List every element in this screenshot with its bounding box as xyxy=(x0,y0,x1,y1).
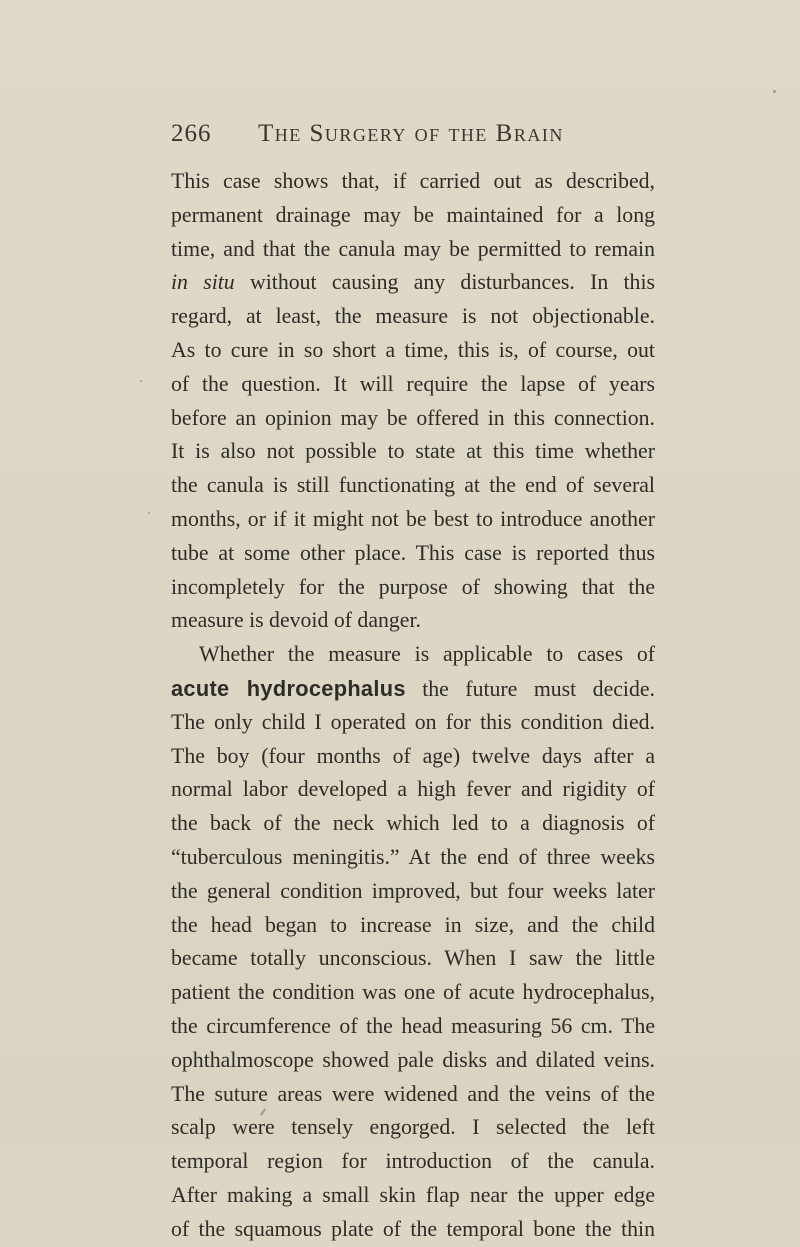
text-line: ophthalmoscope showed pale disks and dilated veins. xyxy=(171,1047,655,1072)
text-line: patient the condition was one of acute hydrocephalus, xyxy=(171,980,655,1005)
text-line: The boy (four months of age) twelve days after a xyxy=(171,743,655,768)
text-line: Whether the measure is applicable to cases of xyxy=(199,642,655,667)
text-line: permanent drainage may be maintained for a long xyxy=(171,202,655,227)
text-line: This case shows that, if carried out as described, xyxy=(171,169,655,193)
text-line: the back of the neck which led to a diagnosis of xyxy=(171,811,655,836)
text-line: incompletely for the purpose of showing that the xyxy=(171,574,655,599)
body-text xyxy=(171,165,655,1241)
text-line: regard, at least, the measure is not objectionable. xyxy=(171,304,655,329)
text-line: As to cure in so short a time, this is, of course, out xyxy=(171,337,655,362)
text-line: It is also not possible to state at this time whether xyxy=(171,439,655,464)
paper-speck xyxy=(148,512,150,514)
text-line: the head began to increase in size, and the child xyxy=(171,912,655,937)
text-line xyxy=(171,266,655,300)
paper-speck xyxy=(398,1053,400,1055)
text-line: of the squamous plate of the temporal bone the thin xyxy=(171,1216,655,1241)
text-line: months, or if it might not be best to introduce another xyxy=(171,506,655,531)
text-line: normal labor developed a high fever and rigidity of xyxy=(171,777,655,802)
text-line: “tuberculous meningitis.” At the end of three weeks xyxy=(171,844,655,869)
text-line: temporal region for introduction of the canula. xyxy=(171,1149,655,1174)
text-line: became totally unconscious. When I saw the little xyxy=(171,946,655,971)
text-line: scalp were tensely engorged. I selected the left xyxy=(171,1115,655,1140)
text-line: time, and that the canula may be permitted to remain xyxy=(171,236,655,261)
text-line: the general condition improved, but four weeks later xyxy=(171,878,655,903)
running-title: The Surgery of the Brain xyxy=(258,120,564,147)
text-line: of the question. It will require the lapse of years xyxy=(171,371,655,396)
text-line: measure is devoid of danger. xyxy=(171,608,421,633)
paper-speck xyxy=(773,90,776,93)
text-line-rest: the future must decide. xyxy=(422,676,655,701)
text-line: before an opinion may be offered in this connection. xyxy=(171,405,655,430)
text-line: The only child I operated on for this condition died. xyxy=(171,709,655,734)
text-line: the canula is still functionating at the end of several xyxy=(171,473,655,498)
text-line: the circumference of the head measuring 56 cm. The xyxy=(171,1013,655,1038)
page-number: 266 xyxy=(171,120,212,147)
text-line: The suture areas were widened and the veins of the xyxy=(171,1081,655,1106)
text-line: tube at some other place. This case is reported thus xyxy=(171,540,655,565)
paper-speck xyxy=(140,380,142,382)
italic-phrase: in situ xyxy=(171,270,235,295)
text-line xyxy=(171,672,655,706)
bold-term: acute hydrocephalus xyxy=(171,675,406,701)
text-line: After making a small skin flap near the upper edge xyxy=(171,1182,655,1207)
running-header xyxy=(171,120,651,160)
text-line-rest: without causing any disturbances. In this xyxy=(249,270,655,295)
